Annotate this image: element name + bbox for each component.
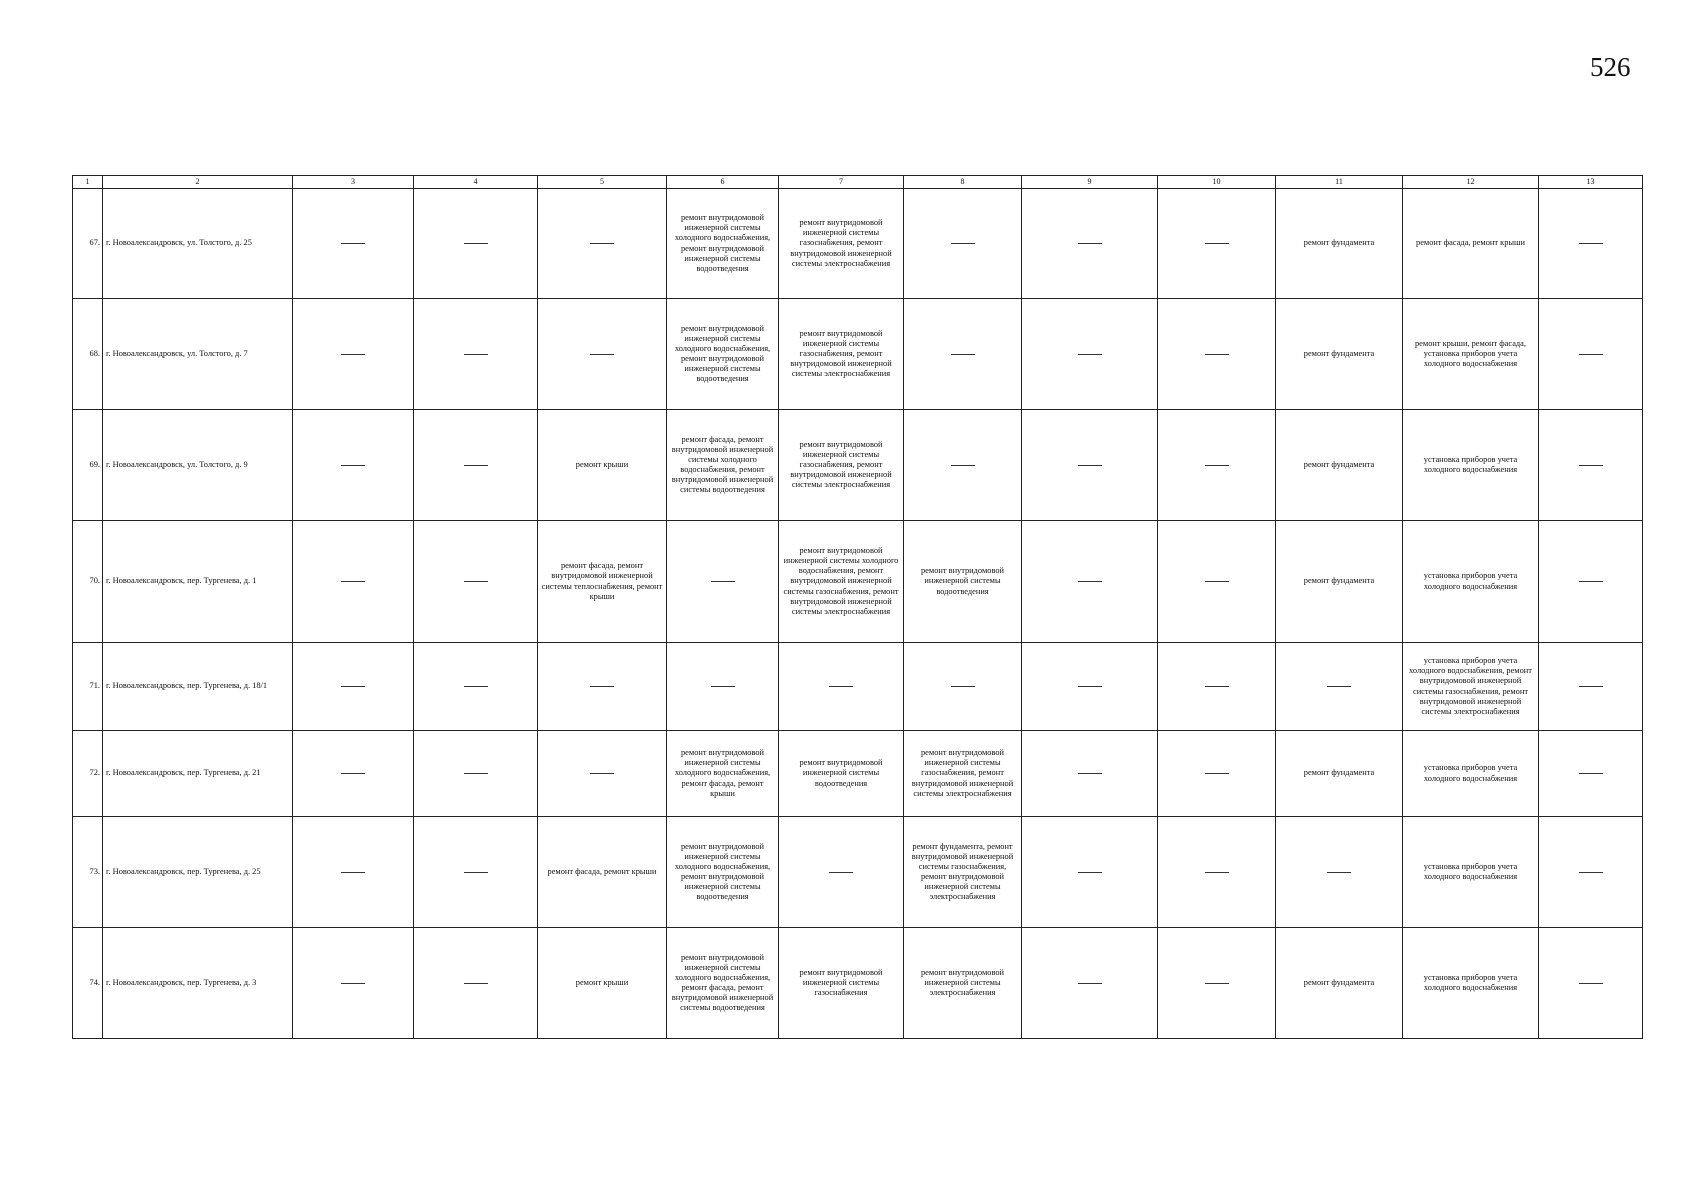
empty-cell: [1158, 189, 1276, 299]
empty-cell: [1022, 643, 1158, 731]
empty-cell: [1539, 299, 1643, 410]
dash-mark: [1579, 773, 1603, 774]
work-cell: ремонт внутридомовой инженерной системы газоснабжения, ремонт внутридомовой инженерной системы электроснабжения: [904, 731, 1022, 817]
dash-mark: [1078, 983, 1102, 984]
empty-cell: [1022, 928, 1158, 1039]
empty-cell: [904, 299, 1022, 410]
address-cell: г. Новоалександровск, ул. Толстого, д. 7: [103, 299, 293, 410]
work-cell: установка приборов учета холодного водоснабжения: [1403, 928, 1539, 1039]
dash-mark: [1579, 872, 1603, 873]
work-cell: установка приборов учета холодного водоснабжения: [1403, 817, 1539, 928]
column-header: 7: [779, 176, 904, 189]
empty-cell: [414, 521, 538, 643]
column-header: 3: [293, 176, 414, 189]
empty-cell: [1158, 410, 1276, 521]
dash-mark: [1078, 354, 1102, 355]
work-cell: ремонт фундамента: [1276, 928, 1403, 1039]
row-number: 73.: [73, 817, 103, 928]
empty-cell: [1276, 643, 1403, 731]
empty-cell: [414, 189, 538, 299]
row-number: 74.: [73, 928, 103, 1039]
dash-mark: [341, 872, 365, 873]
empty-cell: [293, 521, 414, 643]
dash-mark: [1579, 983, 1603, 984]
row-number: 71.: [73, 643, 103, 731]
work-cell: ремонт внутридомовой инженерной системы газоснабжения, ремонт внутридомовой инженерной системы электроснабжения: [779, 299, 904, 410]
work-cell: ремонт внутридомовой инженерной системы холодного водоснабжения, ремонт фасада, ремонт внутридомовой инженерной системы водоотведения: [667, 928, 779, 1039]
empty-cell: [1158, 817, 1276, 928]
dash-mark: [464, 983, 488, 984]
column-header: 9: [1022, 176, 1158, 189]
dash-mark: [1078, 243, 1102, 244]
dash-mark: [1327, 872, 1351, 873]
work-cell: ремонт фасада, ремонт внутридомовой инженерной системы теплоснабжения, ремонт крыши: [538, 521, 667, 643]
work-cell: ремонт внутридомовой инженерной системы газоснабжения, ремонт внутридомовой инженерной системы электроснабжения: [779, 189, 904, 299]
address-cell: г. Новоалександровск, пер. Тургенева, д. 18/1: [103, 643, 293, 731]
row-number: 68.: [73, 299, 103, 410]
empty-cell: [1158, 928, 1276, 1039]
column-header: 5: [538, 176, 667, 189]
dash-mark: [341, 465, 365, 466]
address-cell: г. Новоалександровск, ул. Толстого, д. 25: [103, 189, 293, 299]
work-cell: установка приборов учета холодного водоснабжения: [1403, 731, 1539, 817]
work-cell: установка приборов учета холодного водоснабжения, ремонт внутридомовой инженерной системы газоснабжения, ремонт внутридомовой инженерной системы электроснабжения: [1403, 643, 1539, 731]
dash-mark: [829, 872, 853, 873]
empty-cell: [1539, 521, 1643, 643]
work-cell: ремонт фундамента: [1276, 299, 1403, 410]
empty-cell: [1022, 299, 1158, 410]
dash-mark: [341, 773, 365, 774]
row-number: 70.: [73, 521, 103, 643]
row-number: 69.: [73, 410, 103, 521]
work-cell: ремонт фасада, ремонт крыши: [1403, 189, 1539, 299]
empty-cell: [538, 731, 667, 817]
empty-cell: [538, 189, 667, 299]
dash-mark: [341, 686, 365, 687]
table-row: [73, 731, 1643, 817]
dash-mark: [1205, 354, 1229, 355]
empty-cell: [779, 643, 904, 731]
empty-cell: [1539, 817, 1643, 928]
dash-mark: [1579, 354, 1603, 355]
dash-mark: [464, 872, 488, 873]
dash-mark: [1579, 465, 1603, 466]
table-row: [73, 189, 1643, 299]
empty-cell: [293, 410, 414, 521]
dash-mark: [341, 243, 365, 244]
column-header: 12: [1403, 176, 1539, 189]
dash-mark: [711, 686, 735, 687]
empty-cell: [414, 299, 538, 410]
empty-cell: [904, 643, 1022, 731]
dash-mark: [951, 465, 975, 466]
dash-mark: [829, 686, 853, 687]
dash-mark: [1327, 686, 1351, 687]
dash-mark: [464, 773, 488, 774]
dash-mark: [341, 983, 365, 984]
address-cell: г. Новоалександровск, пер. Тургенева, д. 21: [103, 731, 293, 817]
work-cell: ремонт крыши: [538, 410, 667, 521]
dash-mark: [1579, 686, 1603, 687]
table-row: [73, 299, 1643, 410]
column-header: 2: [103, 176, 293, 189]
dash-mark: [1078, 581, 1102, 582]
empty-cell: [293, 189, 414, 299]
column-header: 6: [667, 176, 779, 189]
dash-mark: [1205, 465, 1229, 466]
dash-mark: [590, 354, 614, 355]
work-cell: ремонт внутридомовой инженерной системы холодного водоснабжения, ремонт внутридомовой инженерной системы водоотведения: [667, 189, 779, 299]
empty-cell: [1539, 189, 1643, 299]
dash-mark: [711, 581, 735, 582]
column-header: 13: [1539, 176, 1643, 189]
dash-mark: [464, 581, 488, 582]
work-cell: ремонт внутридомовой инженерной системы водоотведения: [904, 521, 1022, 643]
column-header: 8: [904, 176, 1022, 189]
empty-cell: [293, 817, 414, 928]
work-cell: ремонт внутридомовой инженерной системы холодного водоснабжения, ремонт фасада, ремонт крыши: [667, 731, 779, 817]
empty-cell: [1022, 410, 1158, 521]
work-cell: ремонт фасада, ремонт крыши: [538, 817, 667, 928]
empty-cell: [293, 299, 414, 410]
work-cell: ремонт фундамента, ремонт внутридомовой инженерной системы газоснабжения, ремонт внутридомовой инженерной системы электроснабжения: [904, 817, 1022, 928]
dash-mark: [1579, 243, 1603, 244]
column-number-row: [73, 176, 1643, 189]
column-header: 11: [1276, 176, 1403, 189]
work-cell: ремонт фундамента: [1276, 189, 1403, 299]
work-cell: ремонт внутридомовой инженерной системы водоотведения: [779, 731, 904, 817]
empty-cell: [538, 643, 667, 731]
dash-mark: [1078, 465, 1102, 466]
table-row: [73, 410, 1643, 521]
empty-cell: [904, 189, 1022, 299]
empty-cell: [1158, 731, 1276, 817]
row-number: 72.: [73, 731, 103, 817]
address-cell: г. Новоалександровск, пер. Тургенева, д. 25: [103, 817, 293, 928]
dash-mark: [590, 686, 614, 687]
empty-cell: [1276, 817, 1403, 928]
column-header: 10: [1158, 176, 1276, 189]
work-cell: ремонт фундамента: [1276, 521, 1403, 643]
empty-cell: [667, 643, 779, 731]
empty-cell: [1539, 928, 1643, 1039]
work-cell: ремонт внутридомовой инженерной системы холодного водоснабжения, ремонт внутридомовой инженерной системы газоснабжения, ремонт внутридомовой инженерной системы электроснабжения: [779, 521, 904, 643]
work-cell: ремонт внутридомовой инженерной системы газоснабжения, ремонт внутридомовой инженерной системы электроснабжения: [779, 410, 904, 521]
dash-mark: [341, 581, 365, 582]
work-cell: ремонт фасада, ремонт внутридомовой инженерной системы холодного водоснабжения, ремонт внутридомовой инженерной системы водоотведения: [667, 410, 779, 521]
dash-mark: [951, 354, 975, 355]
table-body: [73, 189, 1643, 1039]
table-row: [73, 928, 1643, 1039]
repair-schedule-table: [72, 175, 1643, 1039]
empty-cell: [1158, 299, 1276, 410]
work-cell: ремонт внутридомовой инженерной системы газоснабжения: [779, 928, 904, 1039]
dash-mark: [951, 686, 975, 687]
empty-cell: [414, 731, 538, 817]
dash-mark: [464, 354, 488, 355]
work-cell: установка приборов учета холодного водоснабжения: [1403, 410, 1539, 521]
dash-mark: [1205, 581, 1229, 582]
empty-cell: [1158, 643, 1276, 731]
work-cell: установка приборов учета холодного водоснабжения: [1403, 521, 1539, 643]
dash-mark: [464, 465, 488, 466]
work-cell: ремонт фундамента: [1276, 731, 1403, 817]
dash-mark: [951, 243, 975, 244]
dash-mark: [1078, 773, 1102, 774]
empty-cell: [1539, 731, 1643, 817]
table-row: [73, 817, 1643, 928]
empty-cell: [1539, 643, 1643, 731]
empty-cell: [1022, 521, 1158, 643]
work-cell: ремонт крыши: [538, 928, 667, 1039]
table-row: [73, 521, 1643, 643]
empty-cell: [293, 643, 414, 731]
empty-cell: [1022, 731, 1158, 817]
empty-cell: [293, 731, 414, 817]
empty-cell: [414, 928, 538, 1039]
empty-cell: [667, 521, 779, 643]
dash-mark: [1205, 686, 1229, 687]
empty-cell: [1022, 189, 1158, 299]
dash-mark: [464, 243, 488, 244]
empty-cell: [414, 410, 538, 521]
work-cell: ремонт крыши, ремонт фасада, установка приборов учета холодного водоснабжения: [1403, 299, 1539, 410]
dash-mark: [590, 773, 614, 774]
dash-mark: [1205, 872, 1229, 873]
address-cell: г. Новоалександровск, ул. Толстого, д. 9: [103, 410, 293, 521]
empty-cell: [779, 817, 904, 928]
address-cell: г. Новоалександровск, пер. Тургенева, д. 3: [103, 928, 293, 1039]
empty-cell: [414, 643, 538, 731]
dash-mark: [1205, 243, 1229, 244]
dash-mark: [1078, 686, 1102, 687]
empty-cell: [904, 410, 1022, 521]
work-cell: ремонт внутридомовой инженерной системы электроснабжения: [904, 928, 1022, 1039]
empty-cell: [1539, 410, 1643, 521]
row-number: 67.: [73, 189, 103, 299]
dash-mark: [1205, 773, 1229, 774]
table-row: [73, 643, 1643, 731]
empty-cell: [538, 299, 667, 410]
empty-cell: [414, 817, 538, 928]
empty-cell: [1158, 521, 1276, 643]
empty-cell: [1022, 817, 1158, 928]
work-cell: ремонт внутридомовой инженерной системы холодного водоснабжения, ремонт внутридомовой инженерной системы водоотведения: [667, 817, 779, 928]
dash-mark: [1078, 872, 1102, 873]
dash-mark: [1579, 581, 1603, 582]
dash-mark: [464, 686, 488, 687]
column-header: 4: [414, 176, 538, 189]
work-cell: ремонт фундамента: [1276, 410, 1403, 521]
work-cell: ремонт внутридомовой инженерной системы холодного водоснабжения, ремонт внутридомовой инженерной системы водоотведения: [667, 299, 779, 410]
column-header: 1: [73, 176, 103, 189]
empty-cell: [293, 928, 414, 1039]
dash-mark: [1205, 983, 1229, 984]
page-number: 526: [1590, 52, 1631, 82]
dash-mark: [341, 354, 365, 355]
dash-mark: [590, 243, 614, 244]
address-cell: г. Новоалександровск, пер. Тургенева, д. 1: [103, 521, 293, 643]
